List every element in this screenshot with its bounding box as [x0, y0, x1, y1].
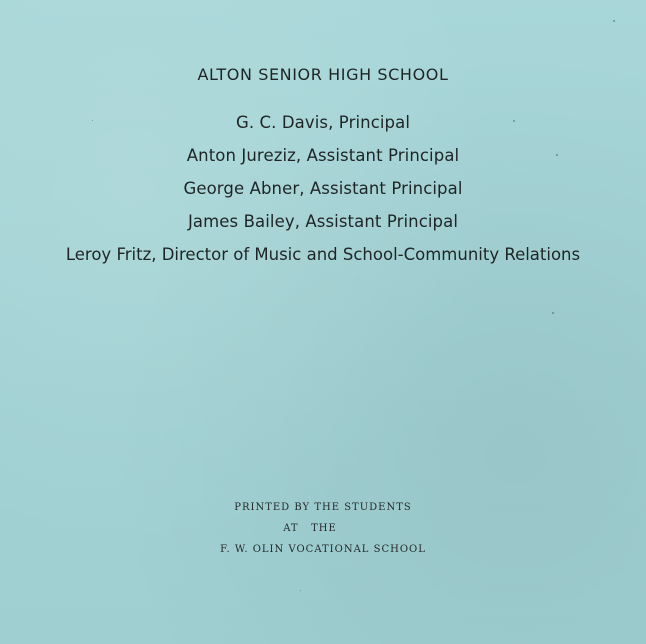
paper-speck [613, 20, 615, 22]
staff-principal: G. C. Davis, Principal [235, 113, 411, 132]
school-title: ALTON SENIOR HIGH SCHOOL [197, 65, 449, 84]
printer-imprint [0, 497, 646, 560]
staff-assistant-principal-1: Anton Jureziz, Assistant Principal [186, 146, 460, 165]
paper-speck [552, 312, 554, 314]
imprint-line-3: F. W. OLIN VOCATIONAL SCHOOL [220, 544, 426, 555]
staff-music-director: Leroy Fritz, Director of Music and School-Community Relations [65, 245, 581, 264]
staff-listing [0, 64, 646, 271]
imprint-line-2: AT THE [283, 523, 337, 534]
staff-assistant-principal-3: James Bailey, Assistant Principal [187, 212, 459, 231]
imprint-line-1: PRINTED BY THE STUDENTS [234, 502, 412, 513]
staff-assistant-principal-2: George Abner, Assistant Principal [183, 179, 463, 198]
paper-speck [300, 590, 301, 591]
